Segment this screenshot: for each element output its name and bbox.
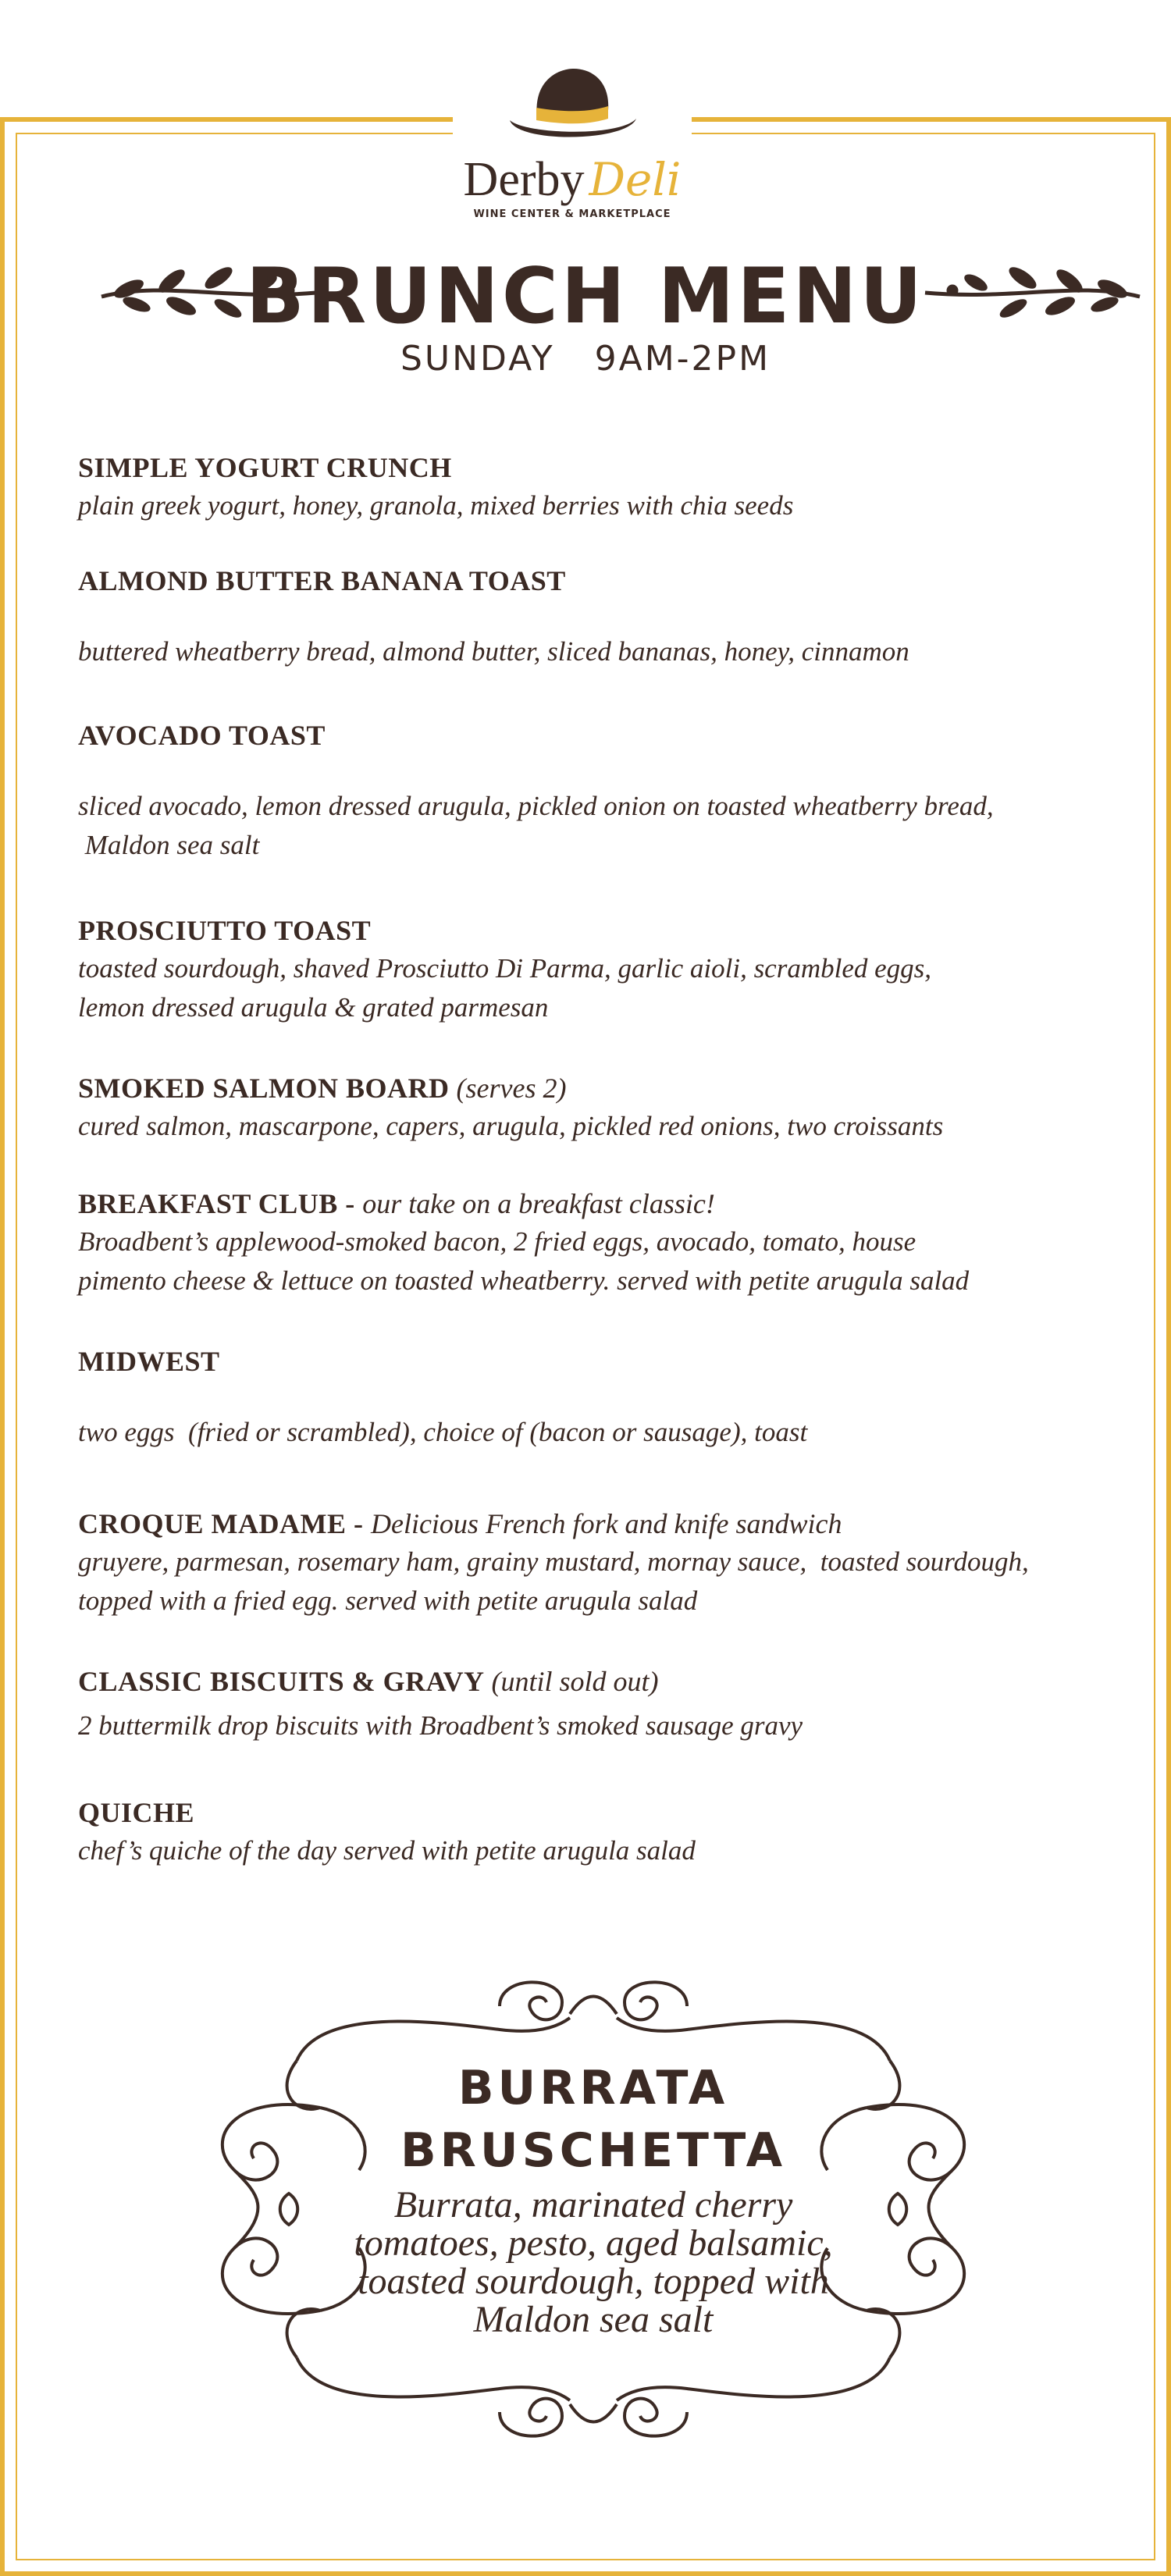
featured-desc-text: Burrata, marinated cherry tomatoes, pesto, aged balsamic, toasted sourdough, topped with Maldon sea salt xyxy=(354,2184,833,2340)
item-description: plain greek yogurt, honey, granola, mixed berries with chia seeds xyxy=(78,490,794,521)
item-name xyxy=(78,1794,1109,1831)
item-description: gruyere, parmesan, rosemary ham, grainy mustard, mornay sauce, toasted sourdough, topped with a fried egg. served with petite arugula salad xyxy=(78,1546,1029,1616)
menu-item xyxy=(78,1663,1109,1745)
menu-hours: SUNDAY 9AM-2PM xyxy=(400,339,771,379)
item-name xyxy=(78,562,1109,600)
item-name xyxy=(78,912,1109,949)
brand-tagline: WINE CENTER & MARKETPLACE xyxy=(473,208,671,220)
menu-item xyxy=(78,1069,1109,1146)
item-title: SMOKED SALMON BOARD xyxy=(78,1073,450,1104)
item-title: BREAKFAST CLUB - xyxy=(78,1188,363,1219)
item-title: QUICHE xyxy=(78,1797,195,1828)
item-description: two eggs (fried or scrambled), choice of (bacon or sausage), toast xyxy=(78,1417,808,1447)
item-name xyxy=(78,1185,1109,1222)
item-description: sliced avocado, lemon dressed arugula, pickled onion on toasted wheatberry bread, Maldon sea salt xyxy=(78,791,994,860)
item-description: cured salmon, mascarpone, capers, arugula, pickled red onions, two croissants xyxy=(78,1111,944,1141)
item-note: (until sold out) xyxy=(484,1666,659,1697)
item-title: PROSCIUTTO TOAST xyxy=(78,915,372,946)
featured-title-line2: BRUSCHETTA xyxy=(400,2123,787,2178)
item-name xyxy=(78,1069,1109,1107)
brand-name-part2: Deli xyxy=(589,153,682,206)
menu-item xyxy=(78,717,1109,865)
item-description: buttered wheatberry bread, almond butter, sliced bananas, honey, cinnamon xyxy=(78,636,909,667)
item-note: Delicious French fork and knife sandwich xyxy=(370,1508,842,1539)
item-title: SIMPLE YOGURT CRUNCH xyxy=(78,452,452,483)
item-description: Broadbent’s applewood-smoked bacon, 2 fried eggs, avocado, tomato, house pimento cheese & lettuce on toasted wheatberry. served with petite arugula salad xyxy=(78,1226,970,1296)
item-name xyxy=(78,1663,1109,1700)
item-note: (serves 2) xyxy=(449,1073,567,1104)
brand-name-part1: Derby xyxy=(463,153,585,206)
item-title: CLASSIC BISCUITS & GRAVY xyxy=(78,1666,485,1697)
item-name xyxy=(78,449,1109,486)
item-title: CROQUE MADAME - xyxy=(78,1508,371,1539)
item-name xyxy=(78,1505,1109,1542)
item-description: toasted sourdough, shaved Prosciutto Di Parma, garlic aioli, scrambled eggs, lemon dressed arugula & grated parmesan xyxy=(78,953,932,1023)
menu-item xyxy=(78,912,1109,1027)
menu-title: BRUNCH MENU xyxy=(246,252,925,341)
featured-special-title xyxy=(203,2057,984,2182)
brand-name xyxy=(453,151,692,207)
menu-item xyxy=(78,1185,1109,1300)
menu-item xyxy=(78,449,1109,525)
brand-logo xyxy=(453,62,692,234)
item-title: AVOCADO TOAST xyxy=(78,720,326,751)
menu-item xyxy=(78,1505,1109,1621)
item-note: our take on a breakfast classic! xyxy=(362,1188,715,1219)
featured-title-line1: BURRATA xyxy=(457,2061,729,2115)
item-description: 2 buttermilk drop biscuits with Broadbent’s smoked sausage gravy xyxy=(78,1710,803,1741)
menu-item xyxy=(78,1794,1109,1870)
menu-item xyxy=(78,562,1109,671)
menu-item xyxy=(78,1343,1109,1452)
featured-special-description xyxy=(203,2186,984,2339)
item-description: chef’s quiche of the day served with petite arugula salad xyxy=(78,1835,696,1866)
bowler-hat-icon xyxy=(502,62,642,148)
item-title: MIDWEST xyxy=(78,1346,220,1377)
featured-special xyxy=(203,1959,984,2459)
item-name xyxy=(78,717,1109,754)
item-name xyxy=(78,1343,1109,1380)
item-title: ALMOND BUTTER BANANA TOAST xyxy=(78,565,566,596)
